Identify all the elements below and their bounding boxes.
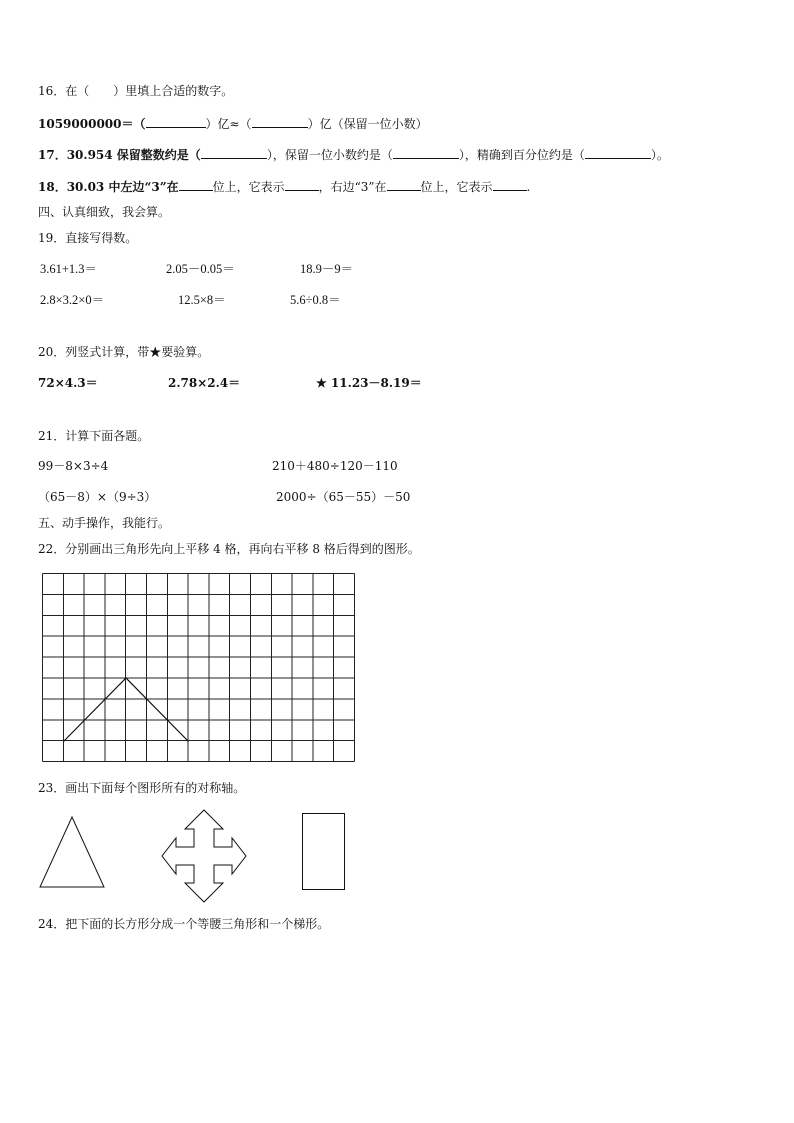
q17-blank-1[interactable] xyxy=(201,146,267,159)
q19-item-4: 2.8×3.2×0＝ xyxy=(40,293,105,307)
q17-line: 17．30.954 保留整数约是（ ），保留一位小数约是（ ），精确到百分位约是（ ）。 xyxy=(38,148,669,162)
q21-item-4: 2000÷（65－55）－50 xyxy=(276,490,411,504)
q21-item-1: 99－8×3÷4 xyxy=(38,459,109,473)
q20-item-3: ★ 11.23－8.19＝ xyxy=(316,376,422,390)
q16-equation: 1059000000＝（ ）亿≈（ ）亿（保留一位小数） xyxy=(38,117,428,131)
q18-blank-4[interactable] xyxy=(493,178,527,191)
q22-title: 22．分别画出三角形先向上平移 4 格，再向右平移 8 格后得到的图形。 xyxy=(38,542,420,556)
q23-title: 23．画出下面每个图形所有的对称轴。 xyxy=(38,781,246,795)
q21-item-3: （65－8）×（9÷3） xyxy=(38,490,157,504)
q18-line: 18．30.03 中左边“3”在 位上，它表示 ，右边“3”在 位上，它表示 . xyxy=(38,180,531,194)
q20-title: 20．列竖式计算，带★要验算。 xyxy=(38,345,210,359)
q21-title: 21．计算下面各题。 xyxy=(38,429,150,443)
q24-title: 24．把下面的长方形分成一个等腰三角形和一个梯形。 xyxy=(38,917,330,931)
q18-blank-2[interactable] xyxy=(285,178,319,191)
q20-item-1: 72×4.3＝ xyxy=(38,376,98,390)
q19-item-3: 18.9－9＝ xyxy=(300,262,354,276)
q19-item-5: 12.5×8＝ xyxy=(178,293,226,307)
q23-cross-arrow-figure[interactable] xyxy=(160,808,248,904)
q17-blank-3[interactable] xyxy=(585,146,651,159)
q22-grid-figure[interactable] xyxy=(42,573,356,763)
q20-item-2: 2.78×2.4＝ xyxy=(168,376,241,390)
q23-triangle-figure[interactable] xyxy=(38,815,108,890)
q23-rectangle-figure[interactable] xyxy=(302,813,346,891)
q16-blank-1[interactable] xyxy=(146,115,206,128)
q21-item-2: 210＋480÷120－110 xyxy=(272,459,398,473)
section-5-heading: 五、动手操作，我能行。 xyxy=(38,516,171,530)
q19-item-6: 5.6÷0.8＝ xyxy=(290,293,341,307)
q18-blank-1[interactable] xyxy=(179,178,213,191)
q16-blank-2[interactable] xyxy=(252,115,308,128)
q19-item-2: 2.05－0.05＝ xyxy=(166,262,235,276)
section-4-heading: 四、认真细致，我会算。 xyxy=(38,205,171,219)
q19-title: 19．直接写得数。 xyxy=(38,231,138,245)
q19-item-1: 3.61+1.3＝ xyxy=(40,262,98,276)
q17-blank-2[interactable] xyxy=(393,146,459,159)
q18-blank-3[interactable] xyxy=(387,178,421,191)
q16-title: 16．在（ ）里填上合适的数字。 xyxy=(38,84,234,98)
